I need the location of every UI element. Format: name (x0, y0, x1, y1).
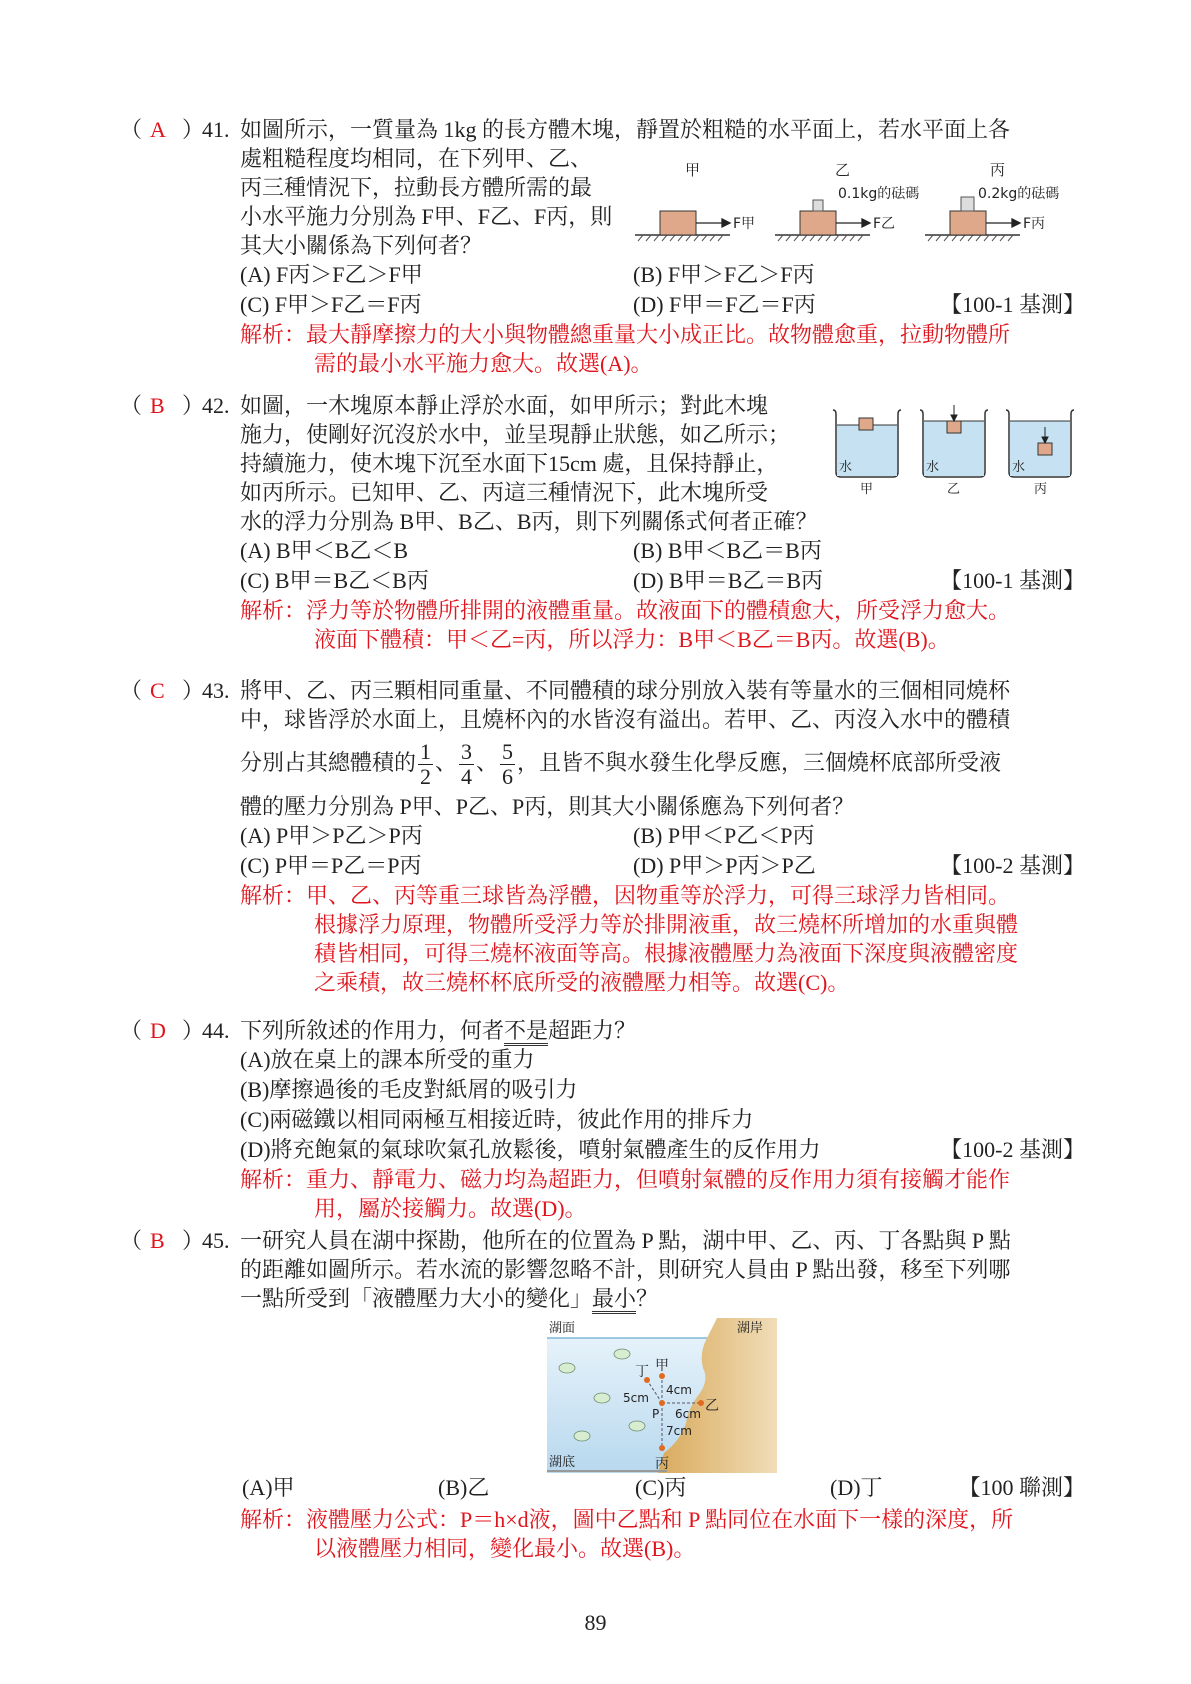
svg-text:湖岸: 湖岸 (737, 1321, 764, 1336)
stem-line: 體的壓力分別為 P甲、P乙、P丙，則其大小關係應為下列何者？ (240, 794, 855, 819)
stem-line: 處粗糙程度均相同，在下列甲、乙、 (240, 146, 593, 171)
source-tag: 【100-2 基測】 (940, 1137, 1085, 1162)
stem-line: 施力，使剛好沉沒於水中，並呈現靜止狀態，如乙所示； (240, 422, 791, 447)
stem-line: 下列所敘述的作用力，何者不是超距力？ (240, 1016, 1085, 1045)
svg-text:丙: 丙 (1034, 482, 1048, 497)
beaker-figure (828, 405, 1088, 500)
option-a: (A) F丙＞F乙＞F甲 (240, 262, 423, 287)
svg-text:乙: 乙 (835, 161, 851, 179)
svg-text:P: P (652, 1407, 660, 1421)
svg-text:丁: 丁 (635, 1364, 649, 1380)
fraction: $\frac{5}{6}$ (502, 739, 514, 790)
fraction: $\frac{3}{4}$ (461, 739, 473, 790)
question-number: 45. (202, 1228, 230, 1253)
option-b: (B)摩擦過後的毛皮對紙屑的吸引力 (240, 1077, 578, 1102)
stem-line: 水的浮力分別為 B甲、B乙、B丙，則下列關係式何者正確？ (240, 509, 818, 534)
svg-text:F甲: F甲 (733, 216, 756, 232)
svg-text:湖面: 湖面 (549, 1321, 576, 1336)
source-tag: 【100-1 基測】 (940, 292, 1085, 317)
stem-line: 如丙所示。已知甲、乙、丙這三種情況下，此木塊所受 (240, 480, 769, 505)
svg-text:4cm: 4cm (666, 1383, 692, 1397)
explanation: 解析：甲、乙、丙等重三球皆為浮體，因物重等於浮力，可得三球浮力皆相同。 根據浮力原理，物體所受浮力等於排開液重，故三燒杯所增加的水重與體 積皆相同，可得三燒杯液面等高。根據液體壓力為液面下深度與液體密度 之乘積，故三燒杯杯底所受的液體壓力相等。故選(C)。 (240, 883, 1019, 995)
explanation: 解析：液體壓力公式：P＝h×d液，圖中乙點和 P 點同位在水面下一樣的深度，所 以液體壓力相同，變化最小。故選(B)。 (240, 1507, 1014, 1561)
stem-line: 小水平施力分別為 F甲、F乙、F丙，則 (240, 204, 613, 229)
friction-figure (630, 155, 1090, 245)
explanation: 解析：重力、靜電力、磁力均為超距力，但噴射氣體的反作用力須有接觸才能作 用，屬於接觸力。故選(D)。 (240, 1167, 1011, 1221)
svg-text:水: 水 (1012, 460, 1026, 475)
option-a: (A) P甲＞P乙＞P丙 (240, 823, 423, 848)
page-number: 89 (584, 1610, 607, 1635)
svg-text:0.1kg的砝碼: 0.1kg的砝碼 (838, 186, 920, 202)
svg-text:F乙: F乙 (873, 216, 896, 232)
svg-text:丙: 丙 (990, 161, 1006, 179)
stem-line: 丙三種情況下，拉動長方體所需的最 (240, 175, 593, 200)
question-44: （ D ） 44. 下列所敘述的作用力，何者不是超距力？ (A)放在桌上的課本所受的重力 (B)摩擦過後的毛皮對紙屑的吸引力 (C)兩磁鐵以相同兩極互相接近時，彼此作用的排斥力 (D)將充飽氣的氣球吹氣孔放鬆後，噴射氣體產生的反作用力 【100-2 基測】 解析：重力、靜電力、磁力均為超距力，但噴射氣體的反作用力須有接觸才能作 用，屬於接觸力。故選(D)。 (120, 1018, 1085, 1221)
stem-line: 的距離如圖所示。若水流的影響忽略不計，則研究人員由 P 點出發，移至下列哪 (240, 1257, 1011, 1282)
svg-text:湖底: 湖底 (549, 1455, 576, 1470)
option-d: (D)將充飽氣的氣球吹氣孔放鬆後，噴射氣體產生的反作用力 (240, 1137, 821, 1162)
source-tag: 【100-2 基測】 (940, 853, 1085, 878)
question-41: （ A ） 41. 如圖所示，一質量為 1kg 的長方體木塊，靜置於粗糙的水平面上，若水平面上各 處粗糙程度均相同，在下列甲、乙、 丙三種情況下，拉動長方體所需的最 小水平施力分別為 F甲、F乙、F丙，則 其大小關係為下列何者？ (A) F丙＞F乙＞F甲 (B) F甲＞F乙＞F丙 (C) F甲＞F乙＝F丙 (D) F甲＝F乙＝F丙 【100-1 基測】 解析：最大靜摩擦力的大小與物體總重量大小成正比。故物體愈重，拉動物體所 需的最小水平施力愈大。故選(A)。 (120, 117, 1085, 376)
option-d: (D) B甲＝B乙＝B丙 (633, 568, 824, 593)
stem-line: 一點所受到「液體壓力大小的變化」最小？ (240, 1284, 1085, 1313)
svg-text:水: 水 (926, 460, 940, 475)
emphasis-not: 不是 (504, 1018, 548, 1046)
option-b: (B) F甲＞F乙＞F丙 (633, 262, 815, 287)
svg-text:5cm: 5cm (623, 1391, 649, 1405)
svg-text:F丙: F丙 (1023, 216, 1046, 232)
svg-text:水: 水 (839, 460, 853, 475)
explanation: 解析：浮力等於物體所排開的液體重量。故液面下的體積愈大，所受浮力愈大。 液面下體積：甲＜乙=丙，所以浮力：B甲＜B乙＝B丙。故選(B)。 (240, 598, 1011, 652)
svg-text:丙: 丙 (655, 1456, 669, 1472)
svg-text:乙: 乙 (705, 1398, 719, 1414)
option-c: (C) F甲＞F乙＝F丙 (240, 292, 422, 317)
question-45: （ B ） 45. 一研究人員在湖中探勘，他所在的位置為 P 點，湖中甲、乙、丙、丁各點與 P 點 的距離如圖所示。若水流的影響忽略不計，則研究人員由 P 點出發，移至下列哪 一點所受到「液體壓力大小的變化」最小？ (A)甲 (B)乙 (C)丙 (D)丁 【100 聯測】 解析：液體壓力公式：P＝h×d液，圖中乙點和 P 點同位在水面下一樣的深度，所 以液體壓力相同，變化最小。故選(B)。 (120, 1228, 1085, 1561)
stem-line-fractions: 分別占其總體積的 $\frac{1}{2}$ 、 $\frac{3}{4}$ 、 $\frac{5}{6}$ ，且皆不與水發生化學反應，三個燒杯底部所受液 (240, 739, 1002, 790)
svg-text:甲: 甲 (860, 482, 874, 497)
question-43: （ C ） 43. 將甲、乙、丙三顆相同重量、不同體積的球分別放入裝有等量水的三個相同燒杯 中，球皆浮於水面上，且燒杯內的水皆沒有溢出。若甲、乙、丙沒入水中的體積 分別占其總體積的 $\frac{1}{2}$ 、 $\frac{3}{4}$ 、 $\frac{5}{6}$ ，且皆不與水發生化學反應，三個燒杯底部所受液 體的壓力分別為 P甲、P乙、P丙，則其大小關係應為下列何者？ (A) P甲＞P乙＞P丙 (B) P甲＜P乙＜P丙 (C) P甲＝P乙＝P丙 (D) P甲＞P丙＞P乙 【100-2 基測】 解析：甲、乙、丙等重三球皆為浮體，因物重等於浮力，可得三球浮力皆相同。 根據浮力原理，物體所受浮力等於排開液重，故三燒杯所增加的水重與體 積皆相同，可得三燒杯液面等高。根據液體壓力為液面下深度與液體密度 之乘積，故三燒杯杯底所受的液體壓力相等。故選(C)。 (120, 678, 1085, 995)
option-a: (A)放在桌上的課本所受的重力 (240, 1047, 535, 1072)
lake-figure (547, 1318, 777, 1473)
question-number: 41. (202, 117, 230, 142)
stem-line: 中，球皆浮於水面上，且燒杯內的水皆沒有溢出。若甲、乙、丙沒入水中的體積 (240, 707, 1011, 732)
answer-letter: B (150, 1228, 165, 1253)
option-c: (C) P甲＝P乙＝P丙 (240, 853, 422, 878)
question-number: 44. (202, 1018, 230, 1043)
answer-letter: D (150, 1018, 166, 1043)
option-d: (D) F甲＝F乙＝F丙 (633, 292, 816, 317)
answer-letter: A (150, 117, 166, 142)
fraction: $\frac{1}{2}$ (420, 739, 432, 790)
emphasis-smallest: 最小 (592, 1286, 636, 1314)
option-a: (A)甲 (242, 1475, 295, 1500)
answer-letter: B (150, 393, 165, 418)
stem-line: 持續施力，使木塊下沉至水面下15cm 處，且保持靜止， (240, 451, 779, 476)
question-number: 42. (202, 393, 230, 418)
option-d: (D)丁 (830, 1475, 883, 1500)
explanation: 解析：最大靜摩擦力的大小與物體總重量大小成正比。故物體愈重，拉動物體所 需的最小水平施力愈大。故選(A)。 (240, 322, 1011, 376)
option-c: (C)丙 (635, 1475, 687, 1500)
svg-text:乙: 乙 (947, 482, 961, 497)
svg-text:6cm: 6cm (675, 1407, 701, 1421)
stem-line: 將甲、乙、丙三顆相同重量、不同體積的球分別放入裝有等量水的三個相同燒杯 (240, 678, 1011, 703)
option-c: (C)兩磁鐵以相同兩極互相接近時，彼此作用的排斥力 (240, 1107, 754, 1132)
stem-line: 一研究人員在湖中探勘，他所在的位置為 P 點，湖中甲、乙、丙、丁各點與 P 點 (240, 1228, 1011, 1253)
source-tag: 【100-1 基測】 (940, 568, 1085, 593)
svg-text:7cm: 7cm (666, 1424, 692, 1438)
stem-line: 如圖，一木塊原本靜止浮於水面，如甲所示；對此木塊 (240, 393, 769, 418)
question-number: 43. (202, 678, 230, 703)
svg-text:0.2kg的砝碼: 0.2kg的砝碼 (978, 186, 1060, 202)
option-b: (B)乙 (438, 1475, 490, 1500)
option-c: (C) B甲＝B乙＜B丙 (240, 568, 429, 593)
question-42: （ B ） 42. 如圖，一木塊原本靜止浮於水面，如甲所示；對此木塊 施力，使剛好沉沒於水中，並呈現靜止狀態，如乙所示； 持續施力，使木塊下沉至水面下15cm 處，且保持靜止， 如丙所示。已知甲、乙、丙這三種情況下，此木塊所受 水的浮力分別為 B甲、B乙、B丙，則下列關係式何者正確？ (A) B甲＜B乙＜B (B) B甲＜B乙＝B丙 (C) B甲＝B乙＜B丙 (D) B甲＝B乙＝B丙 【100-1 基測】 解析：浮力等於物體所排開的液體重量。故液面下的體積愈大，所受浮力愈大。 液面下體積：甲＜乙=丙，所以浮力：B甲＜B乙＝B丙。故選(B)。 (120, 393, 1085, 652)
option-d: (D) P甲＞P丙＞P乙 (633, 853, 816, 878)
svg-text:甲: 甲 (685, 161, 701, 179)
svg-text:甲: 甲 (655, 1358, 669, 1374)
option-b: (B) B甲＜B乙＝B丙 (633, 538, 822, 563)
answer-letter: C (150, 678, 165, 703)
source-tag: 【100 聯測】 (958, 1475, 1085, 1500)
stem-line: 如圖所示，一質量為 1kg 的長方體木塊，靜置於粗糙的水平面上，若水平面上各 (240, 117, 1011, 142)
option-a: (A) B甲＜B乙＜B (240, 538, 409, 563)
stem-line: 其大小關係為下列何者？ (240, 233, 483, 258)
option-b: (B) P甲＜P乙＜P丙 (633, 823, 815, 848)
